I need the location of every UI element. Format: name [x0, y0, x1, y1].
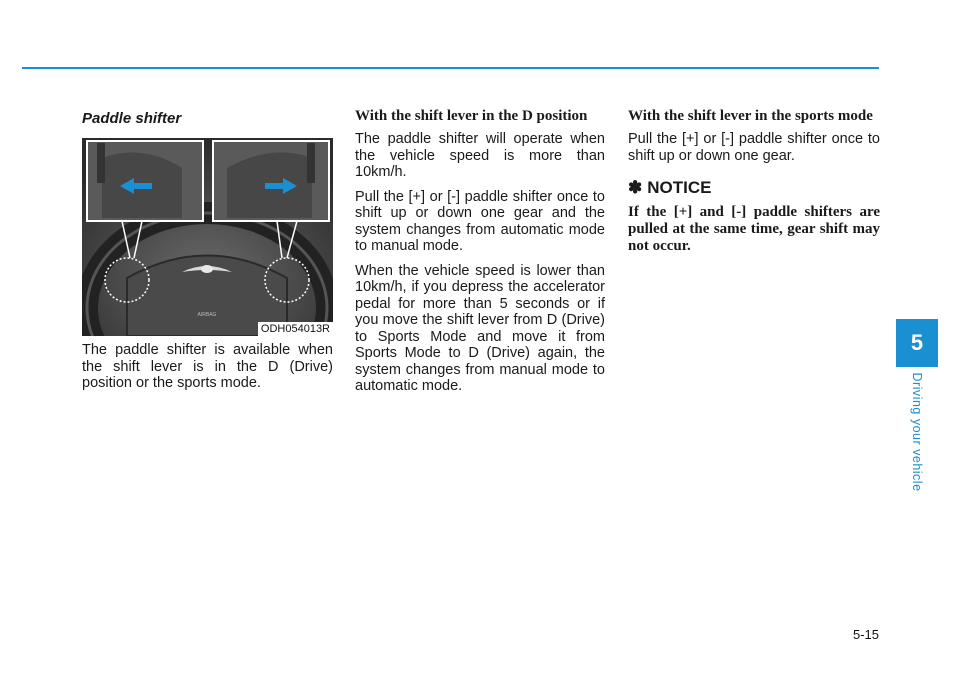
paragraph: The paddle shifter will operate when the vehicle speed is more than 10km/h. — [355, 131, 605, 180]
airbag-label: AIRBAG — [197, 312, 217, 318]
steering-wheel-illustration — [82, 138, 333, 336]
paragraph: Pull the [+] or [-] paddle shifter once to shift up or down one gear. — [628, 131, 880, 164]
paragraph: The paddle shifter is available when the shift lever is in the D (Drive) position or the sports mode. — [82, 342, 333, 391]
notice-body: If the [+] and [-] paddle shifters are pulled at the same time, gear shift may not occur. — [628, 204, 880, 254]
header-rule — [22, 67, 879, 69]
section-heading-sports-mode: With the shift lever in the sports mode — [628, 108, 873, 124]
paragraph: When the vehicle speed is lower than 10km/h, if you depress the accelerator pedal for more than 5 seconds or if you move the shift lever from D (Drive) to Sports Mode and move it from Sports Mode to D (Drive) again, the system changes from manual mode to automatic mode. — [355, 262, 605, 394]
notice-title: NOTICE — [647, 178, 712, 197]
column-3 — [628, 108, 880, 255]
steering-wheel-figure — [82, 138, 333, 336]
paragraph: Pull the [+] or [-] paddle shifter once to shift up or down one gear and the system changes from automatic mode to manual mode. — [355, 188, 605, 254]
figure-code: ODH054013R — [258, 322, 333, 336]
column-2 — [355, 108, 605, 403]
section-heading-paddle-shifter: Paddle shifter — [82, 110, 182, 127]
section-heading-d-position: With the shift lever in the D position — [355, 108, 588, 124]
chapter-title: Driving your vehicle — [910, 372, 924, 492]
column-1 — [82, 108, 333, 400]
chapter-tab: 5 — [896, 319, 938, 367]
notice-heading — [628, 178, 880, 198]
page-number: 5-15 — [852, 627, 879, 642]
asterisk-icon: ✽ — [628, 178, 643, 197]
